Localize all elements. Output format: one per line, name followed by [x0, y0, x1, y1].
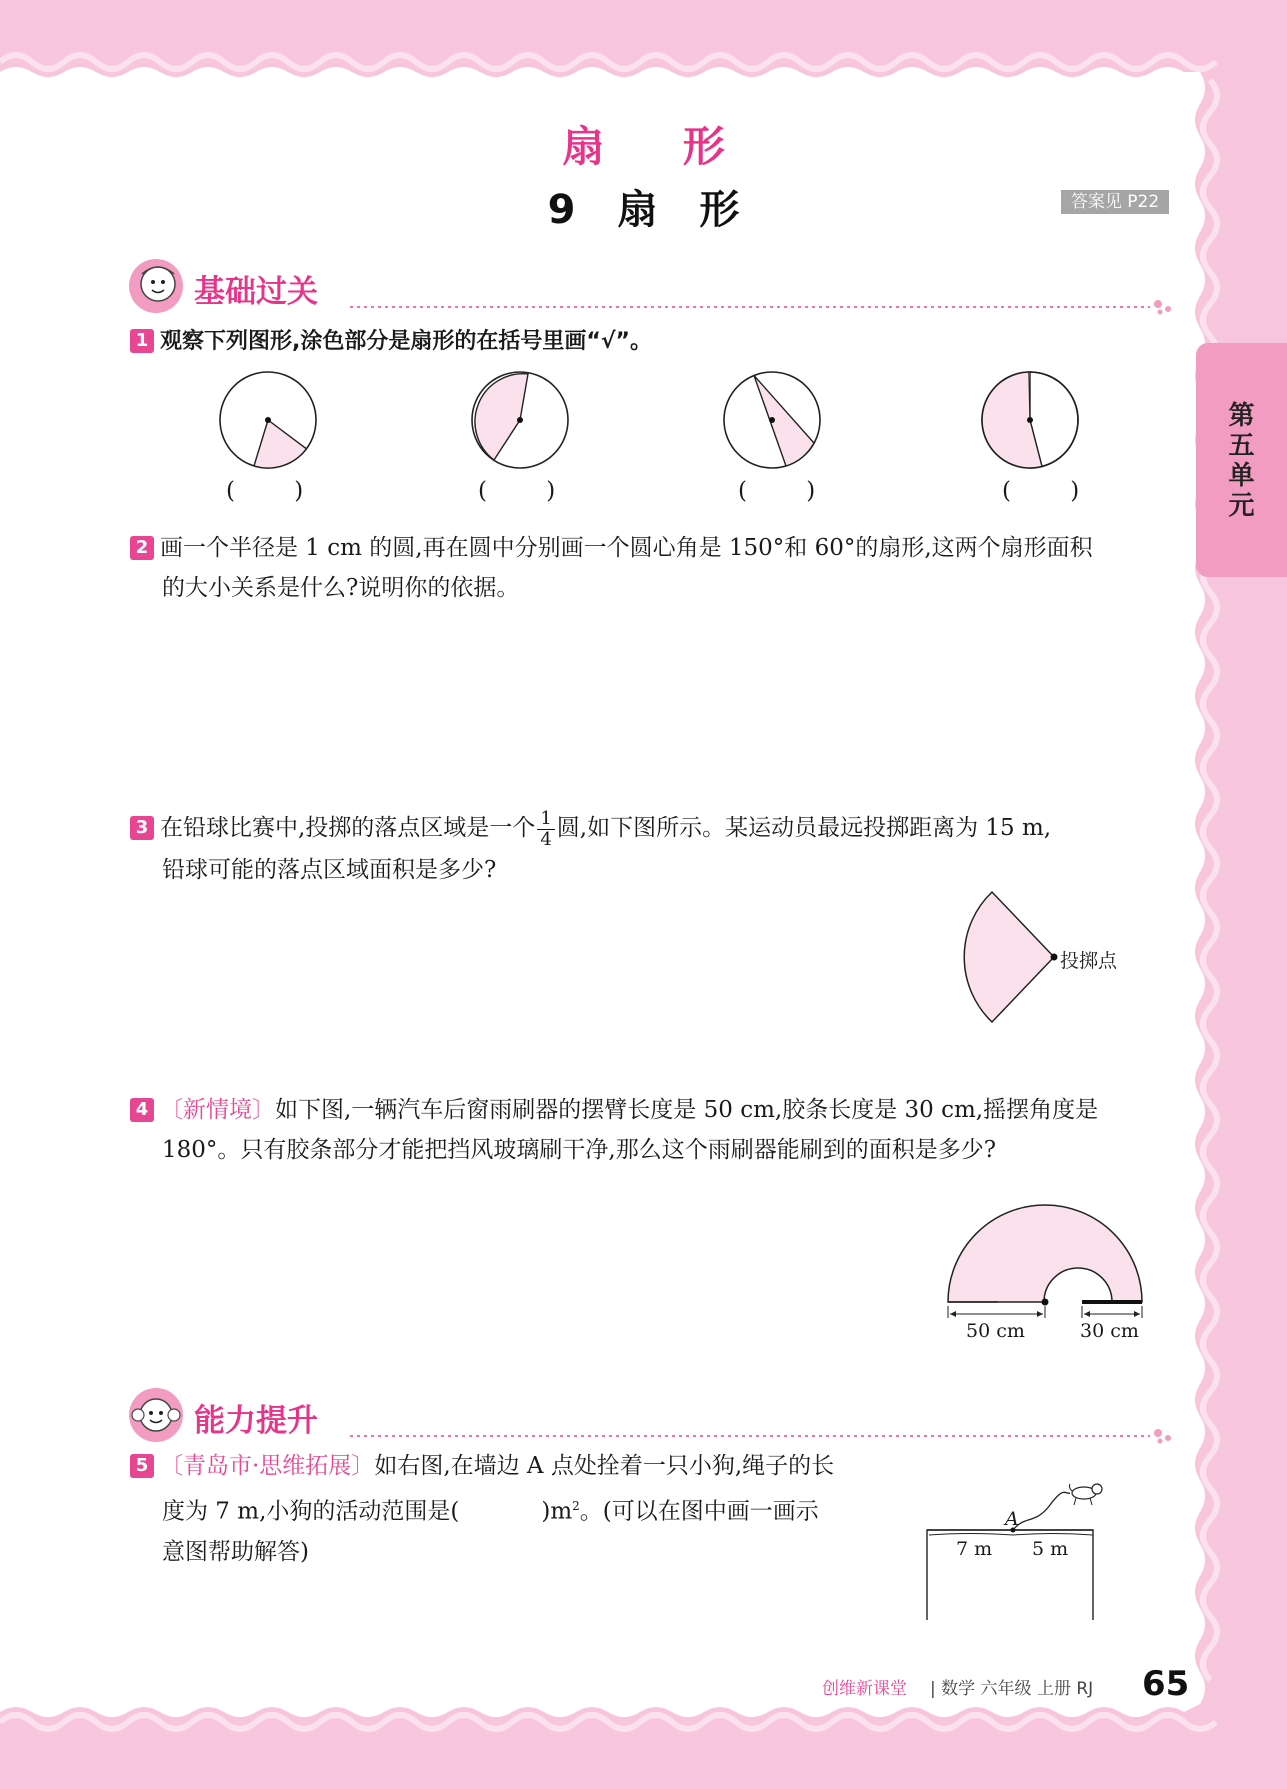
wiper-figure: [940, 1196, 1150, 1326]
circle-figure-d: [982, 372, 1078, 468]
arm-length-label: 50 cm: [966, 1320, 1025, 1342]
point-a-label: A: [1005, 1508, 1019, 1530]
question-text-line1: 画一个半径是 1 cm 的圆,再在圆中分别画一个圆心角是 150°和 60°的扇形,这两个扇形面积: [160, 535, 1093, 561]
question-number: 3: [130, 816, 154, 840]
mascot-icon: [128, 1387, 184, 1443]
circle-figure-a: [220, 372, 316, 468]
unit-title: 扇 形: [562, 122, 757, 171]
question-number: 5: [130, 1454, 154, 1478]
question-text-line1a: 在铅球比赛中,投掷的落点区域是一个: [160, 815, 536, 841]
dog-wall-figure: [915, 1475, 1125, 1620]
section-divider: [350, 295, 1180, 315]
question-number: 2: [130, 536, 154, 560]
q1-figures: [210, 365, 1110, 477]
circle-figure-c: [724, 372, 820, 468]
answer-paren-a[interactable]: ( ): [226, 478, 330, 504]
throw-point-label: 投掷点: [1060, 950, 1118, 972]
question-text-line2: 180°。只有胶条部分才能把挡风玻璃刷干净,那么这个雨刷器能刷到的面积是多少?: [162, 1137, 997, 1163]
blade-length-label: 30 cm: [1080, 1320, 1139, 1342]
question-number: 4: [130, 1098, 154, 1122]
question-3: [130, 808, 1180, 890]
wall-length-right-label: 5 m: [1032, 1538, 1069, 1560]
dog-icon: [1069, 1484, 1102, 1505]
footer-subject: | 数学 六年级 上册 RJ: [930, 1679, 1094, 1699]
answer-paren-b[interactable]: ( ): [478, 478, 582, 504]
question-text-line2: 铅球可能的落点区域面积是多少?: [162, 856, 497, 883]
question-text-line2a: 度为 7 m,小狗的活动范围是(: [162, 1498, 460, 1525]
section-title-basic: 基础过关: [194, 274, 318, 310]
question-text-line2: 的大小关系是什么?说明你的依据。: [162, 575, 520, 601]
mascot-icon: [128, 258, 184, 314]
question-4: [130, 1090, 1180, 1170]
unit-side-tab-label: 第五单元: [1228, 401, 1255, 521]
fraction-one-quarter: $\frac{1}{4}$: [537, 809, 554, 850]
question-2: [130, 528, 1180, 608]
answer-reference-badge: 答案见 P22: [1061, 190, 1169, 214]
question-number: 1: [130, 329, 154, 353]
quarter-circle-figure: [950, 888, 1150, 1028]
question-tag: 〔青岛市·思维拓展〕: [160, 1453, 375, 1479]
unit-side-tab: [1196, 343, 1287, 577]
question-5: 5 〔青岛市·思维拓展〕如右图,在墙边 A 点处拴着一只小狗,绳子的长 度为 7 m,小狗的活动范围是( )$m^2$。(可以在图中画一画示 意图帮助解答): [130, 1446, 900, 1572]
section-title-advanced: 能力提升: [194, 1403, 318, 1439]
question-tag: 〔新情境〕: [160, 1097, 275, 1123]
circle-figure-b: [472, 372, 568, 468]
question-text: 观察下列图形,涂色部分是扇形的在括号里画“√”。: [160, 329, 652, 354]
section-divider: [350, 1424, 1180, 1444]
question-text-line1: 如右图,在墙边 A 点处拴着一只小狗,绳子的长: [374, 1453, 835, 1479]
answer-paren-c[interactable]: ( ): [738, 478, 842, 504]
page-number: 65: [1142, 1664, 1190, 1704]
lesson-title: 9 扇 形: [547, 187, 754, 233]
wall-length-left-label: 7 m: [956, 1538, 993, 1560]
question-text-line3: 意图帮助解答): [162, 1538, 309, 1565]
answer-paren-d[interactable]: ( ): [1002, 478, 1106, 504]
question-1: [130, 322, 652, 362]
question-text-line1: 如下图,一辆汽车后窗雨刷器的摆臂长度是 50 cm,胶条长度是 30 cm,摇摆角度是: [275, 1097, 1099, 1123]
footer-brand: 创维新课堂: [822, 1679, 907, 1699]
question-text-line1b: 圆,如下图所示。某运动员最远投掷距离为 15 m,: [556, 815, 1052, 841]
